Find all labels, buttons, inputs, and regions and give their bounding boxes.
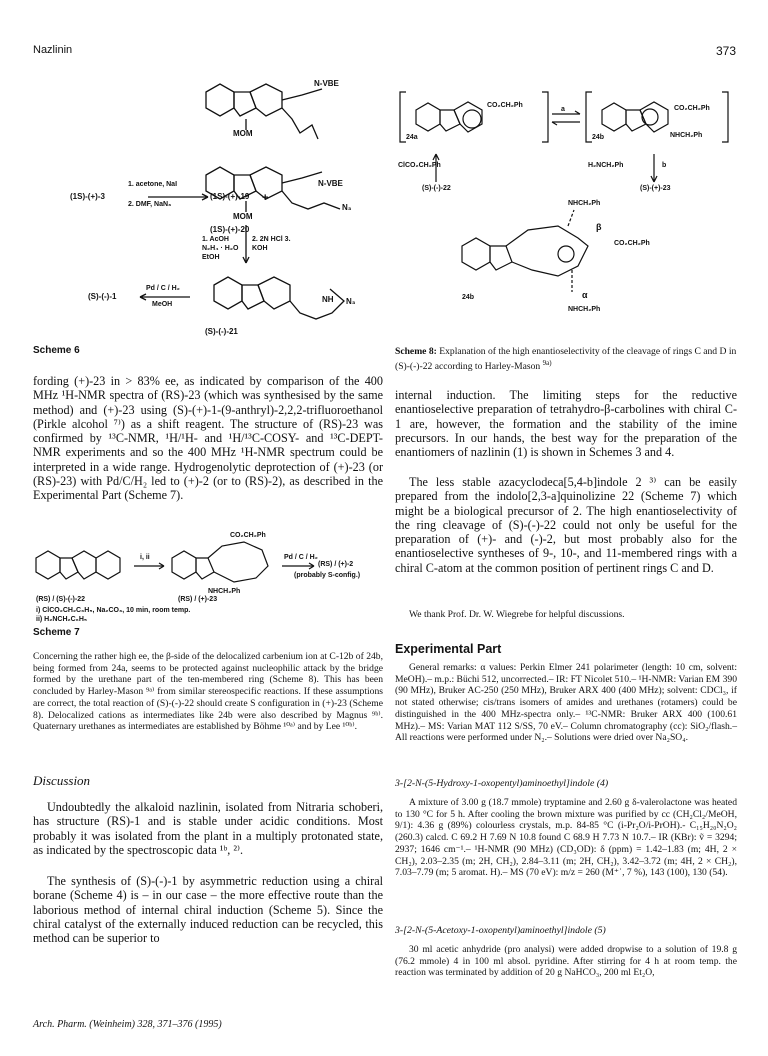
compound-4-heading: 3-[2-N-(5-Hydroxy-1-oxopentyl)aminoethyl]indole (4) xyxy=(395,778,609,789)
scheme6-pd: Pd / C / H₂ xyxy=(146,285,180,292)
scheme6-reag-right: 2. 2N HCl 3. KOH xyxy=(252,236,291,252)
scheme8-s22: (S)-(-)-22 xyxy=(422,185,451,192)
scheme-8 xyxy=(392,70,737,335)
scheme6-cpd20: (1S)-(+)-20 xyxy=(210,225,250,234)
scheme8-nhch2ph-1: NHCH₂Ph xyxy=(670,132,703,139)
scheme8-caption-ref: 9a) xyxy=(542,358,552,367)
scheme6-nh: NH xyxy=(322,295,334,304)
left-small-para: Concerning the rather high ee, the β-side of the delocalized carbenium ion at C-12b of 24b, being formed from 24a, seems to be protected against nucleophilic attack by the bridge formed by the urethane part of the ten-membered ring (Scheme 8). This has been concluded by Harley-Mason ⁹ᵃ⁾ from similar stereospecific reactions. If these assumptions are correct, the total reaction of (S)-(-)-22 should create S configuration in (+)-23 (Scheme 8). Delocalized cations as intermediates like 24b were also described by Magnus ⁹ᵇ⁾. Quaternary urethanes as intermediates are established by Böhme ¹⁰ᵃ⁾ and by Lee ¹⁰ᵇ⁾. xyxy=(33,651,383,733)
scheme6-mom-2: MOM xyxy=(233,212,253,221)
scheme7-start: (RS) / (S)-(-)-22 xyxy=(36,596,85,603)
discussion-para-1: Undoubtedly the alkaloid nazlinin, isolated from Nitraria schoberi, has structure (RS)-1 and is stable under acidic conditions. Most probably it was isolated from the plant in a multiply protonated state, as indicated by the spectroscopic data ¹ᵇ, ²⁾. xyxy=(33,800,383,857)
scheme8-nhch2ph-top: NHCH₂Ph xyxy=(568,200,601,207)
scheme8-nhch2ph-bottom: NHCH₂Ph xyxy=(568,306,601,313)
scheme7-co2: CO₂CH₂Ph xyxy=(230,532,266,539)
scheme-6 xyxy=(30,75,385,365)
scheme-8-caption xyxy=(395,346,737,372)
scheme6-product-left: (S)-(-)-1 xyxy=(88,292,117,301)
scheme6-meoh: MeOH xyxy=(152,301,173,308)
scheme7-cond-ii: ii) H₂NCH₂C₆H₅ xyxy=(36,616,88,623)
scheme8-h2nch2ph: H₂NCH₂Ph xyxy=(588,162,624,169)
scheme6-step1b: 2. DMF, NaN₃ xyxy=(128,201,172,208)
page-number: 373 xyxy=(716,44,737,58)
scheme7-steps: i, ii xyxy=(140,554,150,561)
scheme8-label-24b: 24b xyxy=(592,134,605,141)
scheme6-n3-label: N₃ xyxy=(346,297,356,306)
scheme7-cond-i: i) ClCO₂CH₂C₆H₅, Na₂CO₃, 10 min, room temp. xyxy=(36,607,191,614)
scheme8-alpha: α xyxy=(582,290,588,300)
scheme6-reag-left: 1. AcOH N₂H₄ · H₂O EtOH xyxy=(202,236,239,261)
discussion-heading: Discussion xyxy=(33,773,91,788)
scheme8-label-24a: 24a xyxy=(406,134,418,141)
scheme6-nvbe-2: N-VBE xyxy=(318,179,343,188)
scheme8-caption-text: Explanation of the high enantioselectivity of the cleavage of rings C and D in (S)-(-)-22 according to Harley-Mason xyxy=(395,346,737,372)
compound-5-heading: 3-[2-N-(5-Acetoxy-1-oxopentyl)aminoethyl]indole (5) xyxy=(395,925,606,936)
compound-5-para: 30 ml acetic anhydride (pro analysi) were added dropwise to a solution of 19.8 g (76.2 mmole) 4 in 100 ml absol. pyridine. After stirring for 4 h at room temp. the reaction was terminated by addition of 20 g NaHCO₃, 200 ml Et₂O, xyxy=(395,944,737,979)
scheme6-reactant: (1S)-(+)-3 xyxy=(70,192,105,201)
scheme-7-label: Scheme 7 xyxy=(33,627,80,638)
scheme6-cpd19: (1S)-(+)-19 xyxy=(210,192,250,201)
scheme6-n3: N₃ xyxy=(342,203,352,212)
scheme7-pd: Pd / C / H₂ xyxy=(284,554,318,561)
scheme6-mom-1: MOM xyxy=(233,129,253,138)
scheme8-caption-bold: Scheme 8: xyxy=(395,346,437,357)
scheme8-label-24b-2: 24b xyxy=(462,294,475,301)
scheme8-s23: (S)-(+)-23 xyxy=(640,185,671,192)
experimental-general: General remarks: α values: Perkin Elmer 241 polarimeter (length: 10 cm, solvent: MeOH).– m.p.: Büchi 512, uncorrected.– IR: FT Nicolet 510.– ¹H-NMR: Varian EM 390 (90 MHz), Bruker AC-250 (250 MHz), Bruker ARX 400 (400 MHz); solvent: CDCl₃, if not stated otherwise; cis/trans isomers of amides and urethanes (rotamers) could be distinguished in the 400 MHz-spectra only.– ¹³C-NMR: Bruker ARX 400 (100.61 MHz).– MS: Varian MAT 112 S/SS, 70 eV.– Column chromatography (cc): SiO₂/flash.– All reactions were performed under N₂.– Solutions were dried over Na₂SO₄. xyxy=(395,662,737,744)
scheme6-nvbe-1: N-VBE xyxy=(314,79,339,88)
scheme8-beta: β xyxy=(596,222,602,232)
discussion-para-2: The synthesis of (S)-(-)-1 by asymmetric reduction using a chiral borane (Scheme 4) is – in our case – the more effective route than the laborious method of internal chiral induction (Scheme 5). Since the chiral catalyst of the externally induced reduction can be recycled, this method can be superior to xyxy=(33,874,383,946)
right-para-1: internal induction. The limiting steps for the reductive enantioselective preparation of tetrahydro-β-carbolines with chiral C-1 are, however, the formation and the stability of the imine precursors. In our hands, the best way for the preparation of the enantiomers of nazlinin (1) is shown in Schemes 3 and 4. xyxy=(395,388,737,460)
compound-4-para: A mixture of 3.00 g (18.7 mmole) tryptamine and 2.60 g δ-valerolactone was heated to 130 °C for 5 h. After cooling the brown mixture was purified by cc (CH₂Cl₂/MeOH, 9/1): 4.36 g (89%) colourless crystals, m.p. 84-85 °C (i-Pr₂O/i-PrOH).- C₁₅H₂₀N₂O₂ (260.3) calcd. C 69.2 H 7.69 N 10.8 found C 68.9 H 7.73 N 10.7.– IR (KBr): ṽ = 3294; 2937; 1646 cm⁻¹.– ¹H-NMR (90 MHz) (CD₃OD): δ (ppm) = 1.42–1.83 (m; 4H, 2 × CH₂), 2.03–2.35 (m; 2H, CH₂), 2.84–3.11 (m; 2H, CH₂), 3.42–3.72 (m; 4H, 2 × CH₂), 7.03–7.79 (m; 5 aromat. H).– MS (70 eV): m/z = 260 (M⁺˙, 7 %), 143 (100), 130 (54). xyxy=(395,797,737,879)
left-para-1: fording (+)-23 in > 83% ee, as indicated by comparison of the 400 MHz ¹H-NMR spectra of (RS)-23 (which was synthesised by the same method) and (+)-23 using (S)-(+)-1-(9-anthryl)-2,2,2-trifluoroethanol (Pirkle alcohol ⁷⁾) as a shift reagent. The structure of (RS)-23 was confirmed by ¹³C-NMR, ¹H/¹H- and ¹H/¹³C-COSY- and ¹³C-DEPT-NMR experiments and so the 400 MHz ¹H-NMR spectrum could be interpreted in a wide range. Hydrogenolytic deprotection of (+)-23 (or (RS)-23) with Pd/C/H₂ led to (+)-2 (or to (RS)-2), as described in the Experimental Part (Scheme 7). xyxy=(33,374,383,503)
experimental-heading: Experimental Part xyxy=(395,642,502,656)
scheme7-mid: (RS) / (+)-23 xyxy=(178,596,218,603)
scheme8-co2-2: CO₂CH₂Ph xyxy=(674,105,710,112)
right-para-2: The less stable azacyclodeca[5,4-b]indole 2 ³⁾ can be easily prepared from the indolo[2,3-a]quinolizine 22 (Scheme 7) which might be a biological precursor of 2. The high enantioselectivity of the ring cleavage of (S)-(-)-22 could not only be useful for the preparation of (+)- and (-)-2, but most probably also for the enantioselective syntheses of 9-, 10-, and 11-membered rings with a chiral C-atom at the common position of pertinent rings C and D. xyxy=(395,475,737,575)
scheme8-co2-3: CO₂CH₂Ph xyxy=(614,240,650,247)
scheme8-b: b xyxy=(662,162,667,169)
scheme-6-label: Scheme 6 xyxy=(33,345,80,356)
scheme-6-drawing xyxy=(30,75,385,365)
acknowledgement: We thank Prof. Dr. W. Wiegrebe for helpful discussions. xyxy=(409,609,625,620)
scheme6-plus: + xyxy=(262,192,269,204)
scheme8-a: a xyxy=(561,106,565,113)
scheme7-product: (RS) / (+)-2 xyxy=(318,561,354,568)
journal-footer: Arch. Pharm. (Weinheim) 328, 371–376 (1995) xyxy=(33,1019,222,1030)
running-title: Nazlinin xyxy=(33,44,73,56)
scheme7-nhch2ph: NHCH₂Ph xyxy=(208,588,241,595)
scheme6-step1a: 1. acetone, NaI xyxy=(128,181,178,188)
scheme8-clco2: ClCO₂CH₂Ph xyxy=(398,162,441,169)
scheme7-config: (probably S-config.) xyxy=(294,572,361,579)
scheme8-co2-1: CO₂CH₂Ph xyxy=(487,102,523,109)
scheme6-cpd21: (S)-(-)-21 xyxy=(205,327,238,336)
scheme-7 xyxy=(30,532,385,622)
